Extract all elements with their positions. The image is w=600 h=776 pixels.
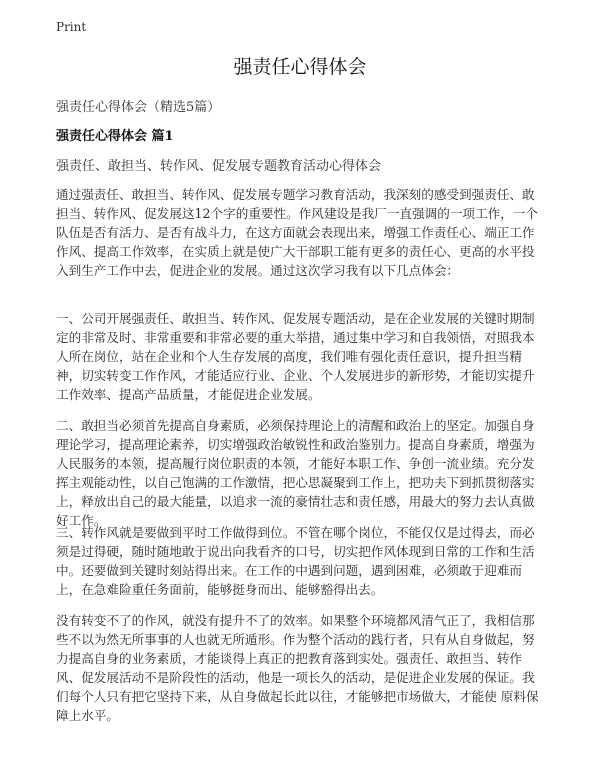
section-heading: 强责任心得体会 篇1 (56, 129, 174, 144)
body-paragraph-4: 三、转作风就是要做到平时工作做得到位。不管在哪个岗位，不能仅仅是过得去，而必须是过得硬，随时随地敢于说出向我看齐的口号，切实把作风体现到日常的工作和生活中。还要做到关键时刻站得出来。在工作的中遇到问题，遇到困难，必须敢于迎难而上，在急难险重任务面前，能够挺身而出、能够豁得出去。 (56, 525, 535, 597)
body-paragraph-3: 二、敢担当必须首先提高自身素质，必须保持理论上的清醒和政治上的坚定。加强自身理论学习，提高理论素养，切实增强政治敏锐性和政治鉴别力。提高自身素质，增强为人民服务的本领，提高履行岗位职责的本领，才能好本职工作、争创一流业绩。充分发挥主观能动性，以自己饱满的工作激情，把心思凝聚到工作上，把功夫下到抓贯彻落实上，释放出自己的最大能量，以追求一流的豪情壮志和责任感，用最大的努力去认真做好工作。 (56, 418, 535, 528)
topic-line: 强责任、敢担当、转作风、促发展专题教育活动心得体会 (56, 159, 382, 174)
body-paragraph-1: 通过强责任、敢担当、转作风、促发展专题学习教育活动，我深刻的感受到强责任、敢担当、转作风、促发展这12个字的重要性。作风建设是我厂一直强调的一项工作，一个队伍是否有活力、是否有战斗力，在这方面就会表现出来，增强工作责任心、端正工作作风、提高工作效率，在实质上就是使广大干部职工能有更多的责任心、更高的水平投入到生产工作中去，促进企业的发展。通过这次学习我有以下几点体会： (56, 187, 538, 278)
body-paragraph-5: 没有转变不了的作风，就没有提升不了的效率。如果整个环境都风清气正了，我相信那些不以为然无所事事的人也就无所遁形。作为整个活动的践行者，只有从自身做起，努力提高自身的业务素质，才能谈得上真正的把教育落到实处。强责任、敢担当、转作风、促发展活动不是阶段性的活动，他是一项长久的活动，是促进企业发展的保证。我们每个人只有把它坚持下来，从自身做起长此以往，才能够把市场做大，才能使 原料保障上水平。 (56, 613, 539, 723)
body-paragraph-2: 一、公司开展强责任、敢担当、转作风、促发展专题活动，是在企业发展的关键时期制定的非常及时、非常重要和非常必要的重大举措，通过集中学习和自我领悟，对照我本人所在岗位，站在企业和个人生存发展的高度，我们唯有强化责任意识，提升担当精神，切实转变工作作风，才能适应行业、企业、个人发展进步的新形势，才能切实提升工作效率、提高产品质量，才能促进企业发展。 (56, 311, 535, 402)
print-link[interactable]: Print (56, 20, 87, 34)
document-subtitle: 强责任心得体会（精选5篇） (56, 100, 221, 115)
page-title: 强责任心得体会 (233, 56, 367, 78)
